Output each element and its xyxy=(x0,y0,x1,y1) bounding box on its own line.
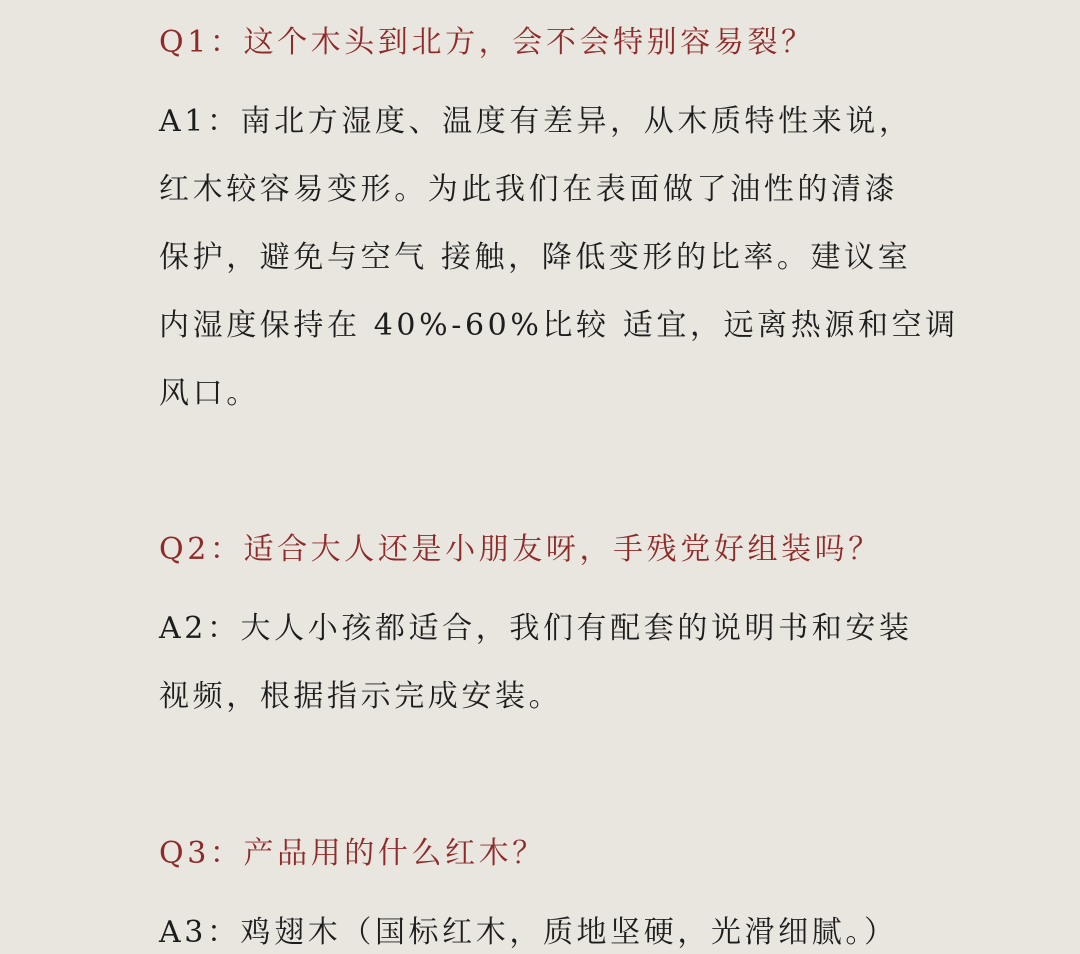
faq-question-3: Q3：产品用的什么红木？ xyxy=(159,836,546,871)
faq-answer-1 xyxy=(159,88,959,428)
faq-question-2: Q2：适合大人还是小朋友呀，手残党好组装吗？ xyxy=(159,532,882,567)
faq-answer-1-line: 风口。 xyxy=(159,376,260,411)
faq-answer-1-line: 保护，避免与空气 接触，降低变形的比率。建议室 xyxy=(159,240,912,275)
faq-answer-2-line: A2：大人小孩都适合，我们有配套的说明书和安装 xyxy=(159,611,913,646)
faq-answer-3-line: A3：鸡翅木（国标红木，质地坚硬，光滑细腻。） xyxy=(159,915,898,950)
faq-answer-3 xyxy=(159,899,898,954)
faq-answer-2-line: 视频，根据指示完成安装。 xyxy=(159,679,563,714)
faq-answer-2 xyxy=(159,595,913,731)
faq-answer-1-line: 内湿度保持在 40%-60%比较 适宜，远离热源和空调 xyxy=(159,308,959,343)
faq-answer-1-line: A1：南北方湿度、温度有差异，从木质特性来说， xyxy=(159,104,913,139)
faq-answer-1-line: 红木较容易变形。为此我们在表面做了油性的清漆 xyxy=(159,172,899,207)
faq-question-1: Q1：这个木头到北方，会不会特别容易裂？ xyxy=(159,25,815,60)
